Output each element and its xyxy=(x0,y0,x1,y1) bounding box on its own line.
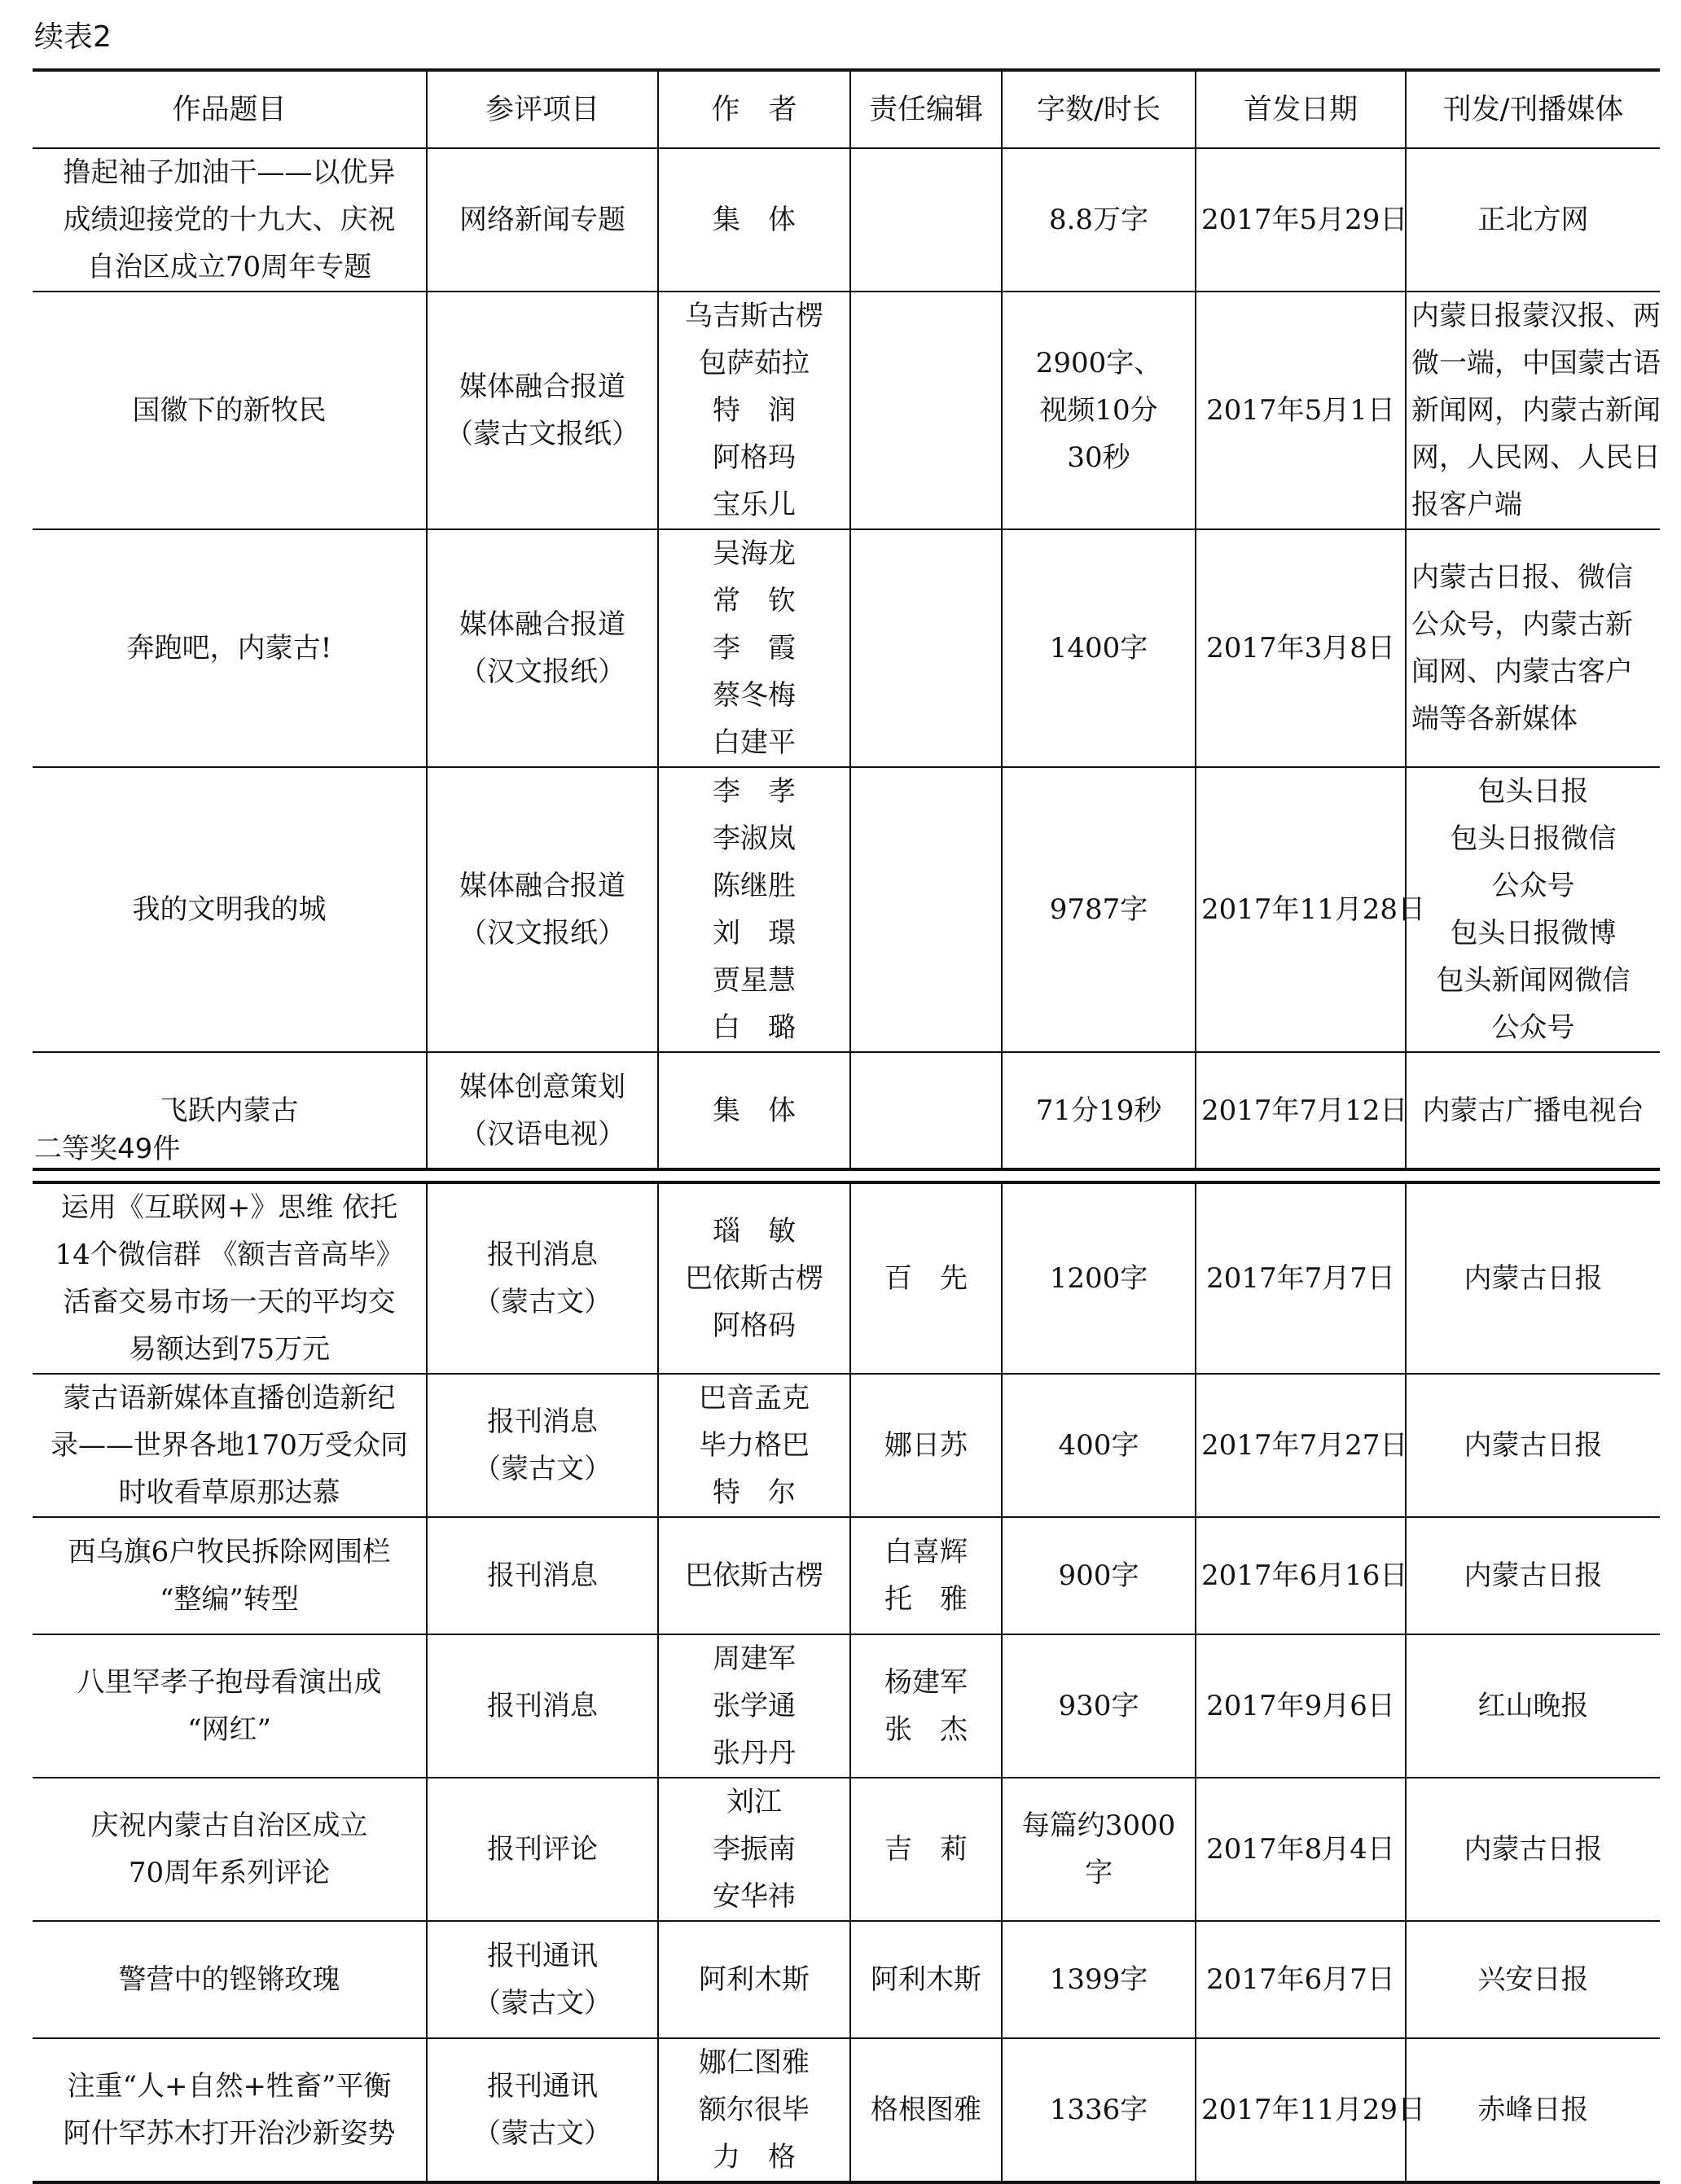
cell-line: 包头日报微信 xyxy=(1450,822,1617,855)
col-header-date: 首发日期 xyxy=(1196,70,1406,148)
length-cell xyxy=(1002,1052,1196,1169)
cell-line: 30秒 xyxy=(1067,441,1130,474)
cell-line: 内蒙古广播电视台 xyxy=(1422,1094,1644,1127)
cell-line: 瑙 敏 xyxy=(713,1215,796,1248)
cell-line: 公众号 xyxy=(1491,1011,1575,1044)
cell-line: 字 xyxy=(1085,1857,1113,1889)
table-row xyxy=(33,1052,1660,1169)
authors-cell xyxy=(658,1778,850,1921)
col-header-editors: 责任编辑 xyxy=(850,70,1002,148)
cell-line: 巴依斯古楞 xyxy=(685,1559,823,1592)
editors-cell xyxy=(850,148,1002,292)
cell-line: 阿利木斯 xyxy=(871,1963,981,1996)
cell-line: 巴音孟克 xyxy=(699,1382,810,1414)
category-cell xyxy=(427,529,658,767)
section-caption: 二等奖49件 xyxy=(34,1133,181,1165)
category-cell xyxy=(427,292,658,529)
editors-cell xyxy=(850,767,1002,1052)
cell-line: 李淑岚 xyxy=(713,822,796,855)
cell-line: （汉文报纸） xyxy=(459,656,625,688)
date-cell xyxy=(1196,292,1406,529)
cell-line: 飞跃内蒙古 xyxy=(160,1094,299,1127)
date-cell xyxy=(1196,767,1426,1052)
cell-line: 百 先 xyxy=(884,1262,968,1295)
cell-line: 900字 xyxy=(1058,1559,1139,1592)
cell-line: 托 雅 xyxy=(884,1583,968,1616)
editors-cell xyxy=(850,529,1002,767)
cell-line: 71分19秒 xyxy=(1035,1094,1162,1127)
table-row xyxy=(33,529,1660,767)
col-header-authors: 作 者 xyxy=(658,70,850,148)
authors-cell xyxy=(658,529,850,767)
editors-cell xyxy=(850,292,1002,529)
category-cell xyxy=(427,148,658,292)
cell-line: 吴海龙 xyxy=(713,537,796,570)
cell-line: 运用《互联网+》思维 依托 xyxy=(60,1191,398,1224)
authors-cell xyxy=(658,148,850,292)
length-cell xyxy=(1002,292,1196,529)
cell-line: 乌吉斯古楞 xyxy=(685,300,823,332)
cell-line: 70周年系列评论 xyxy=(128,1857,331,1889)
authors-cell xyxy=(658,2038,850,2182)
length-cell xyxy=(1002,1634,1196,1778)
cell-line: 娜日苏 xyxy=(884,1429,968,1462)
date-cell xyxy=(1196,2038,1426,2182)
category-cell xyxy=(427,767,658,1052)
cell-line: 1336字 xyxy=(1049,2094,1148,2126)
cell-line: 红山晚报 xyxy=(1477,1690,1589,1722)
cell-line: 张学通 xyxy=(713,1690,796,1722)
cell-line: 阿格玛 xyxy=(713,441,796,474)
cell-line: 西乌旗6户牧民拆除网围栏 xyxy=(68,1536,391,1568)
cell-line: 蒙古语新媒体直播创造新纪 xyxy=(63,1382,396,1414)
cell-line: 报客户端 xyxy=(1411,489,1522,521)
cell-line: 蔡冬梅 xyxy=(713,679,796,712)
cell-line: 2017年9月6日 xyxy=(1206,1690,1395,1722)
table-header-row xyxy=(33,70,1660,148)
cell-line: 格根图雅 xyxy=(871,2094,981,2126)
col-header-length: 字数/时长 xyxy=(1002,70,1196,148)
cell-line: 内蒙日报蒙汉报、两 xyxy=(1411,300,1661,332)
media-cell xyxy=(1406,1182,1660,1374)
cell-line: （蒙古文报纸） xyxy=(445,418,639,450)
category-cell xyxy=(427,2038,658,2182)
work-title-cell xyxy=(33,2038,427,2182)
cell-line: 包头日报 xyxy=(1477,775,1589,808)
media-cell xyxy=(1406,2038,1660,2182)
cell-line: 930字 xyxy=(1058,1690,1139,1722)
length-cell xyxy=(1002,529,1196,767)
category-cell xyxy=(427,1052,658,1169)
cell-line: 李 霞 xyxy=(713,632,796,664)
cell-line: 8.8万字 xyxy=(1048,204,1149,236)
category-cell xyxy=(427,1778,658,1921)
date-cell xyxy=(1196,1921,1406,2038)
table-row xyxy=(33,1374,1660,1517)
table-row xyxy=(33,292,1660,529)
cell-line: 白喜辉 xyxy=(884,1536,968,1568)
length-cell xyxy=(1002,1517,1196,1634)
editors-cell xyxy=(850,1921,1002,2038)
date-cell xyxy=(1196,1182,1406,1374)
cell-line: 李振南 xyxy=(713,1833,796,1866)
cell-line: （汉语电视） xyxy=(459,1117,625,1151)
category-cell xyxy=(427,1921,658,2038)
cell-line: 视频10分 xyxy=(1039,394,1158,427)
length-cell xyxy=(1002,1182,1196,1374)
cell-line: 国徽下的新牧民 xyxy=(132,394,327,427)
cell-line: 1399字 xyxy=(1049,1963,1148,1996)
cell-line: （蒙古文） xyxy=(473,1453,612,1485)
cell-line: 安华祎 xyxy=(713,1880,796,1913)
editors-cell xyxy=(850,1052,1002,1169)
cell-line: 巴依斯古楞 xyxy=(685,1262,823,1295)
cell-line: 周建军 xyxy=(713,1642,796,1675)
date-cell xyxy=(1196,1052,1406,1169)
cell-line: 赤峰日报 xyxy=(1477,2094,1589,2126)
cell-line: （蒙古文） xyxy=(473,1987,612,2020)
editors-cell xyxy=(850,1182,1002,1374)
cell-line: 内蒙古日报、微信 xyxy=(1411,561,1633,594)
work-title-cell xyxy=(33,1374,427,1517)
cell-line: 警营中的铿锵玫瑰 xyxy=(118,1963,340,1996)
cell-line: 白 璐 xyxy=(713,1011,796,1044)
cell-line: 集 体 xyxy=(713,204,796,236)
table-row xyxy=(33,767,1660,1052)
cell-line: 内蒙古日报 xyxy=(1464,1429,1603,1462)
cell-line: 公众号 xyxy=(1491,870,1575,902)
length-cell xyxy=(1002,767,1196,1052)
work-title-cell xyxy=(33,529,427,767)
media-cell xyxy=(1406,1517,1660,1634)
cell-line: 集 体 xyxy=(713,1094,796,1127)
col-header-media: 刊发/刊播媒体 xyxy=(1406,70,1660,148)
cell-line: 内蒙古日报 xyxy=(1464,1262,1603,1295)
cell-line: （蒙古文） xyxy=(473,1286,612,1318)
date-cell xyxy=(1196,1778,1406,1921)
cell-line: 网，人民网、人民日 xyxy=(1411,441,1661,474)
cell-line: 阿利木斯 xyxy=(699,1963,810,1996)
cell-line: 2017年5月29日 xyxy=(1201,204,1408,236)
authors-cell xyxy=(658,1052,850,1169)
media-cell xyxy=(1406,1634,1660,1778)
cell-line: 2017年6月16日 xyxy=(1201,1559,1408,1592)
cell-line: 毕力格巴 xyxy=(699,1429,810,1462)
cell-line: 9787字 xyxy=(1049,893,1148,926)
cell-line: 公众号，内蒙古新 xyxy=(1411,608,1633,641)
cell-line: 内蒙古日报 xyxy=(1464,1559,1603,1592)
media-cell xyxy=(1406,1778,1660,1921)
cell-line: 撸起袖子加油干——以优异 xyxy=(63,156,396,189)
table-row xyxy=(33,148,1660,292)
editors-cell xyxy=(850,1634,1002,1778)
cell-line: 报刊消息 xyxy=(487,1406,598,1438)
cell-line: （汉文报纸） xyxy=(459,917,625,949)
work-title-cell xyxy=(33,1517,427,1634)
date-cell xyxy=(1196,529,1406,767)
length-cell xyxy=(1002,1778,1196,1921)
work-title-cell xyxy=(33,292,427,529)
cell-line: 活畜交易市场一天的平均交 xyxy=(63,1286,396,1318)
cell-line: 自治区成立70周年专题 xyxy=(86,251,372,283)
cell-line: 报刊消息 xyxy=(487,1239,598,1271)
cell-line: 2017年6月7日 xyxy=(1206,1963,1395,1996)
cell-line: 注重“人+自然+牲畜”平衡 xyxy=(67,2070,392,2103)
media-cell xyxy=(1406,767,1660,1052)
authors-cell xyxy=(658,1182,850,1374)
work-title-cell xyxy=(33,1921,427,2038)
work-title-cell xyxy=(33,767,427,1052)
category-cell xyxy=(427,1634,658,1778)
length-cell xyxy=(1002,1374,1196,1517)
cell-line: 我的文明我的城 xyxy=(132,893,327,926)
cell-line: 张丹丹 xyxy=(713,1737,796,1770)
cell-line: 2017年5月1日 xyxy=(1206,394,1395,427)
work-title-cell xyxy=(33,1778,427,1921)
cell-line: 2017年7月7日 xyxy=(1206,1262,1395,1295)
media-cell xyxy=(1406,292,1660,529)
cell-line: 1400字 xyxy=(1049,632,1148,664)
cell-line: 包萨茹拉 xyxy=(699,347,810,379)
cell-line: 报刊消息 xyxy=(487,1690,598,1722)
cell-line: 宝乐儿 xyxy=(713,489,796,521)
date-cell xyxy=(1196,1634,1406,1778)
award-table-continued xyxy=(33,68,1660,1171)
table-row xyxy=(33,1778,1660,1921)
cell-line: 成绩迎接党的十九大、庆祝 xyxy=(63,204,396,236)
work-title-cell xyxy=(33,1182,427,1374)
table-row xyxy=(33,1182,1660,1374)
cell-line: 白建平 xyxy=(713,726,796,759)
cell-line: 录——世界各地170万受众同 xyxy=(50,1429,408,1462)
cell-line: 吉 莉 xyxy=(884,1833,968,1866)
cell-line: 媒体创意策划 xyxy=(459,1070,625,1103)
cell-line: 陈继胜 xyxy=(713,870,796,902)
cell-line: 媒体融合报道 xyxy=(459,870,625,902)
cell-line: 2017年3月8日 xyxy=(1206,632,1395,664)
cell-line: 2017年11月29日 xyxy=(1201,2094,1426,2126)
cell-line: 2017年8月4日 xyxy=(1206,1833,1395,1866)
cell-line: 庆祝内蒙古自治区成立 xyxy=(90,1809,368,1842)
authors-cell xyxy=(658,1634,850,1778)
cell-line: 14个微信群 《额吉音高毕》 xyxy=(55,1239,404,1271)
date-cell xyxy=(1196,1374,1406,1517)
editors-cell xyxy=(850,1517,1002,1634)
length-cell xyxy=(1002,148,1196,292)
cell-line: 报刊消息 xyxy=(487,1559,598,1592)
cell-line: 1200字 xyxy=(1049,1262,1148,1295)
cell-line: 李 孝 xyxy=(713,775,796,808)
media-cell xyxy=(1406,148,1660,292)
cell-line: 包头日报微博 xyxy=(1450,917,1617,949)
cell-line: 阿什罕苏木打开治沙新姿势 xyxy=(63,2117,396,2150)
authors-cell xyxy=(658,1517,850,1634)
cell-line: 微一端，中国蒙古语 xyxy=(1411,347,1661,379)
cell-line: 贾星慧 xyxy=(713,964,796,997)
editors-cell xyxy=(850,1374,1002,1517)
cell-line: “整编”转型 xyxy=(160,1583,299,1616)
cell-line: 400字 xyxy=(1058,1429,1139,1462)
category-cell xyxy=(427,1374,658,1517)
media-cell xyxy=(1406,1374,1660,1517)
cell-line: 娜仁图雅 xyxy=(699,2046,810,2079)
editors-cell xyxy=(850,2038,1002,2182)
cell-line: 包头新闻网微信 xyxy=(1436,964,1631,997)
cell-line: 力 格 xyxy=(713,2141,796,2173)
work-title-cell xyxy=(33,1634,427,1778)
authors-cell xyxy=(658,1921,850,2038)
table-caption: 续表2 xyxy=(34,20,112,54)
cell-line: 每篇约3000 xyxy=(1021,1809,1176,1842)
cell-line: 闻网、内蒙古客户 xyxy=(1411,656,1633,688)
media-cell xyxy=(1406,1921,1660,2038)
cell-line: 特 润 xyxy=(713,394,796,427)
cell-line: 奔跑吧，内蒙古! xyxy=(126,632,332,664)
category-cell xyxy=(427,1517,658,1634)
cell-line: 特 尔 xyxy=(713,1476,796,1509)
authors-cell xyxy=(658,1374,850,1517)
cell-line: 时收看草原那达慕 xyxy=(118,1476,340,1509)
authors-cell xyxy=(658,767,850,1052)
cell-line: 报刊通讯 xyxy=(487,1940,598,1972)
cell-line: 内蒙古日报 xyxy=(1464,1833,1603,1866)
cell-line: 张 杰 xyxy=(884,1713,968,1746)
cell-line: （蒙古文） xyxy=(473,2117,612,2150)
col-header-title: 作品题目 xyxy=(33,70,427,148)
award-table-second-prize xyxy=(33,1181,1660,2184)
date-cell xyxy=(1196,1517,1406,1634)
cell-line: 新闻网，内蒙古新闻 xyxy=(1411,394,1661,427)
cell-line: 2017年11月28日 xyxy=(1201,893,1426,926)
col-header-category: 参评项目 xyxy=(427,70,658,148)
media-cell xyxy=(1406,529,1660,767)
authors-cell xyxy=(658,292,850,529)
date-cell xyxy=(1196,148,1406,292)
cell-line: 易额达到75万元 xyxy=(128,1333,331,1366)
table-row xyxy=(33,1517,1660,1634)
cell-line: 媒体融合报道 xyxy=(459,371,625,403)
cell-line: 常 钦 xyxy=(713,585,796,617)
table-row xyxy=(33,1634,1660,1778)
cell-line: 兴安日报 xyxy=(1477,1963,1589,1996)
cell-line: 媒体融合报道 xyxy=(459,608,625,641)
cell-line: 2900字、 xyxy=(1035,347,1162,379)
media-cell xyxy=(1406,1052,1660,1169)
editors-cell xyxy=(850,1778,1002,1921)
cell-line: 2017年7月12日 xyxy=(1201,1094,1408,1127)
table-row xyxy=(33,1921,1660,2038)
cell-line: 阿格码 xyxy=(713,1309,796,1342)
cell-line: 2017年7月27日 xyxy=(1201,1429,1408,1462)
cell-line: “网红” xyxy=(187,1713,271,1746)
length-cell xyxy=(1002,2038,1196,2182)
cell-line: 杨建军 xyxy=(884,1666,968,1699)
cell-line: 刘 璟 xyxy=(713,917,796,949)
category-cell xyxy=(427,1182,658,1374)
length-cell xyxy=(1002,1921,1196,2038)
work-title-cell xyxy=(33,148,427,292)
cell-line: 正北方网 xyxy=(1477,204,1589,236)
cell-line: 八里罕孝子抱母看演出成 xyxy=(77,1666,382,1699)
cell-line: 额尔很毕 xyxy=(699,2094,810,2126)
cell-line: 刘江 xyxy=(726,1786,782,1818)
cell-line: 端等各新媒体 xyxy=(1411,703,1578,735)
table-row xyxy=(33,2038,1660,2182)
cell-line: 报刊评论 xyxy=(487,1833,598,1866)
cell-line: 报刊通讯 xyxy=(487,2070,598,2103)
cell-line: 网络新闻专题 xyxy=(459,204,625,236)
